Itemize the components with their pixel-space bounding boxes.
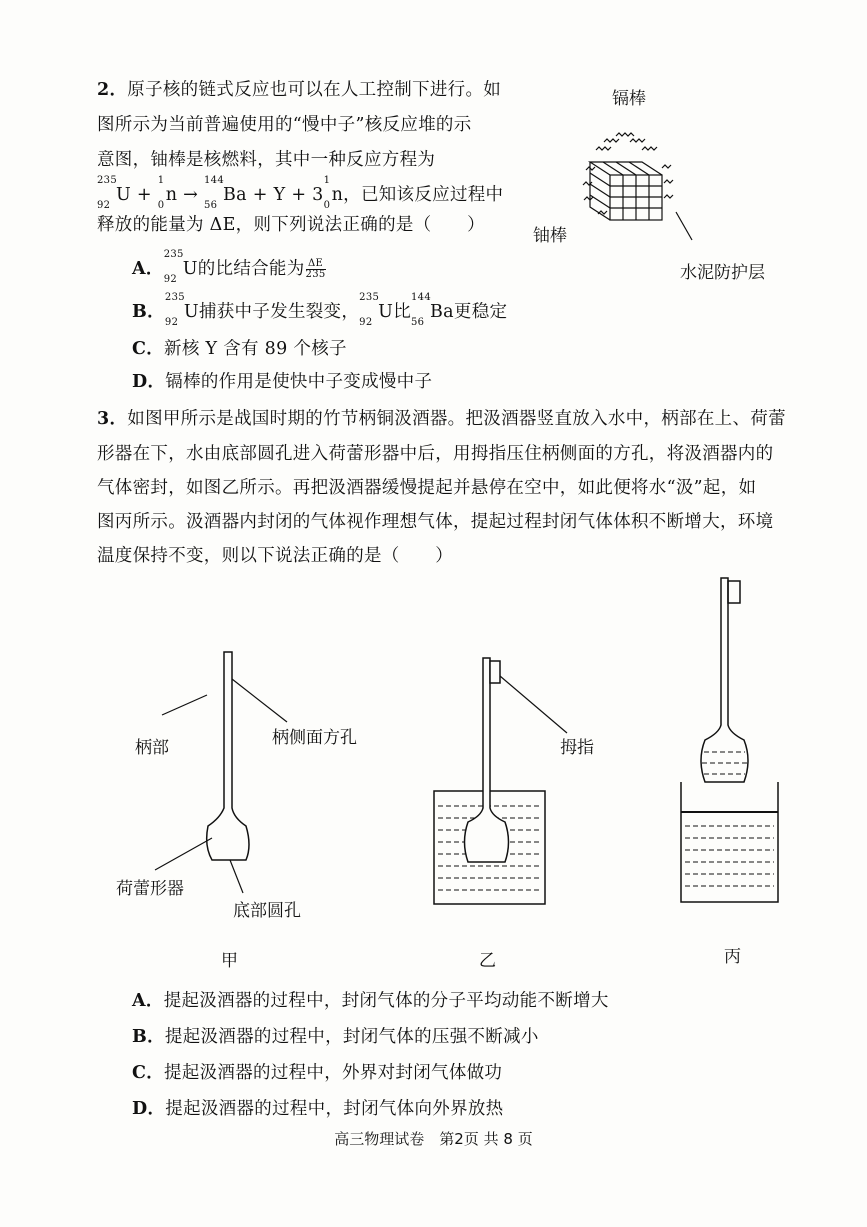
water-lines-bing — [685, 826, 774, 886]
q3-line-3: 气体密封，如图乙所示。再把汲酒器缓慢提起并悬停在空中，如此便将水“汲”起，如 — [97, 478, 757, 498]
q2-option-d-letter: D． — [132, 372, 166, 392]
q2-equation-tail: ，已知该反应过程中 — [343, 185, 504, 205]
q3-option-d-text: 提起汲酒器的过程中，封闭气体向外界放热 — [165, 1099, 504, 1119]
label-figure-yi: 乙 — [479, 951, 496, 971]
q3-option-d — [132, 1097, 503, 1121]
q3-line-4: 图丙所示。汲酒器内封闭的气体视作理想气体，提起过程封闭气体体积不断增大，环境 — [97, 512, 774, 532]
q3-option-a-letter: A． — [132, 991, 164, 1011]
q2-option-a-letter: A． — [132, 259, 164, 279]
q2-option-c-letter: C． — [132, 339, 165, 359]
label-bottom-hole: 底部圆孔 — [233, 901, 301, 921]
figure-jia — [155, 652, 287, 893]
q2-option-c — [132, 337, 347, 361]
q3-option-a-text: 提起汲酒器的过程中，封闭气体的分子平均动能不断增大 — [163, 991, 609, 1011]
q2-option-d-text: 镉棒的作用是使快中子变成慢中子 — [165, 372, 433, 392]
q3-option-b — [132, 1025, 539, 1049]
q2-line-1 — [97, 78, 501, 102]
q3-line-2: 形器在下，水由底部圆孔进入荷蕾形器中后，用拇指压住柄侧面的方孔，将汲酒器内的 — [97, 444, 774, 464]
q3-text-1: 如图甲所示是战国时期的竹节柄铜汲酒器。把汲酒器竖直放入水中，柄部在上、荷蕾 — [127, 409, 786, 429]
q3-option-d-letter: D． — [132, 1099, 166, 1119]
page-footer: 高三物理试卷 第2页 共 8 页 — [334, 1130, 533, 1148]
q2-equation-line: 235 92 U + 1 0 n → 144 56 Ba + Y + 3 1 0 n，已知该反应过程中 — [97, 175, 504, 211]
nuclide-u235-b1: 235 92 — [164, 292, 185, 328]
water-lines-bing-bud — [702, 752, 747, 774]
q2-text-1: 原子核的链式反应也可以在人工控制下进行。如 — [127, 80, 502, 100]
nuclide-ba144-b: 144 56 — [411, 292, 432, 328]
q2-option-c-text: 新核 Y 含有 89 个核子 — [164, 339, 347, 359]
label-uranium-rod: 铀棒 — [533, 226, 567, 246]
label-cement-layer: 水泥防护层 — [680, 263, 765, 283]
q2-option-b-letter: B． — [132, 302, 165, 322]
label-figure-bing: 丙 — [724, 947, 741, 967]
q3-number: 3． — [97, 409, 128, 429]
q3-option-c — [132, 1061, 502, 1085]
label-side-hole: 柄侧面方孔 — [272, 728, 357, 748]
q3-option-c-text: 提起汲酒器的过程中，外界对封闭气体做功 — [164, 1063, 503, 1083]
label-handle: 柄部 — [135, 738, 169, 758]
label-figure-jia: 甲 — [221, 951, 238, 971]
fraction-denominator: 235 — [305, 269, 326, 280]
nuclide-neutron-2: 1 0 — [323, 175, 331, 211]
q2-line-2: 图所示为当前普遍使用的“慢中子”核反应堆的示 — [97, 115, 472, 135]
q2-line-3: 意图，铀棒是核燃料，其中一种反应方程为 — [97, 150, 436, 170]
q2-option-b-text1: U捕获中子发生裂变， — [183, 302, 360, 322]
nuclide-ba144: 144 56 — [204, 175, 225, 211]
q3-option-b-text: 提起汲酒器的过程中，封闭气体的压强不断减小 — [164, 1027, 539, 1047]
q2-option-d — [132, 370, 432, 394]
q2-number: 2． — [97, 80, 128, 100]
reactor-cube — [583, 133, 692, 240]
nuclide-u235-b2: 235 92 — [359, 292, 380, 328]
q2-line-5: 释放的能量为 ΔE，则下列说法正确的是（ ） — [97, 215, 485, 235]
label-thumb: 拇指 — [560, 738, 594, 758]
figure-yi — [434, 658, 567, 904]
figure-bing — [681, 578, 778, 902]
q3-option-c-letter: C． — [132, 1063, 165, 1083]
q3-line-5: 温度保持不变，则以下说法正确的是（ ） — [97, 546, 453, 566]
nuclide-neutron: 1 0 — [157, 175, 165, 211]
q2-option-b-text2: U比 — [378, 302, 412, 322]
nuclide-u235-a: 235 92 — [163, 249, 184, 285]
label-bud-vessel: 荷蕾形器 — [116, 879, 184, 899]
q2-option-a-text: U的比结合能为 — [182, 259, 305, 279]
q2-option-a — [132, 249, 326, 285]
q2-option-b-text3: Ba更稳定 — [430, 302, 508, 322]
water-lines-yi — [438, 806, 541, 890]
q2-option-b — [132, 292, 508, 328]
nuclide-u235: 235 92 — [97, 175, 117, 211]
fraction-numerator: ΔE — [306, 259, 326, 270]
q3-option-b-letter: B． — [132, 1027, 165, 1047]
q3-line-1 — [97, 407, 786, 431]
fraction-energy — [306, 259, 326, 280]
label-cadmium-rod: 镉棒 — [612, 89, 646, 109]
q3-option-a — [132, 989, 609, 1013]
